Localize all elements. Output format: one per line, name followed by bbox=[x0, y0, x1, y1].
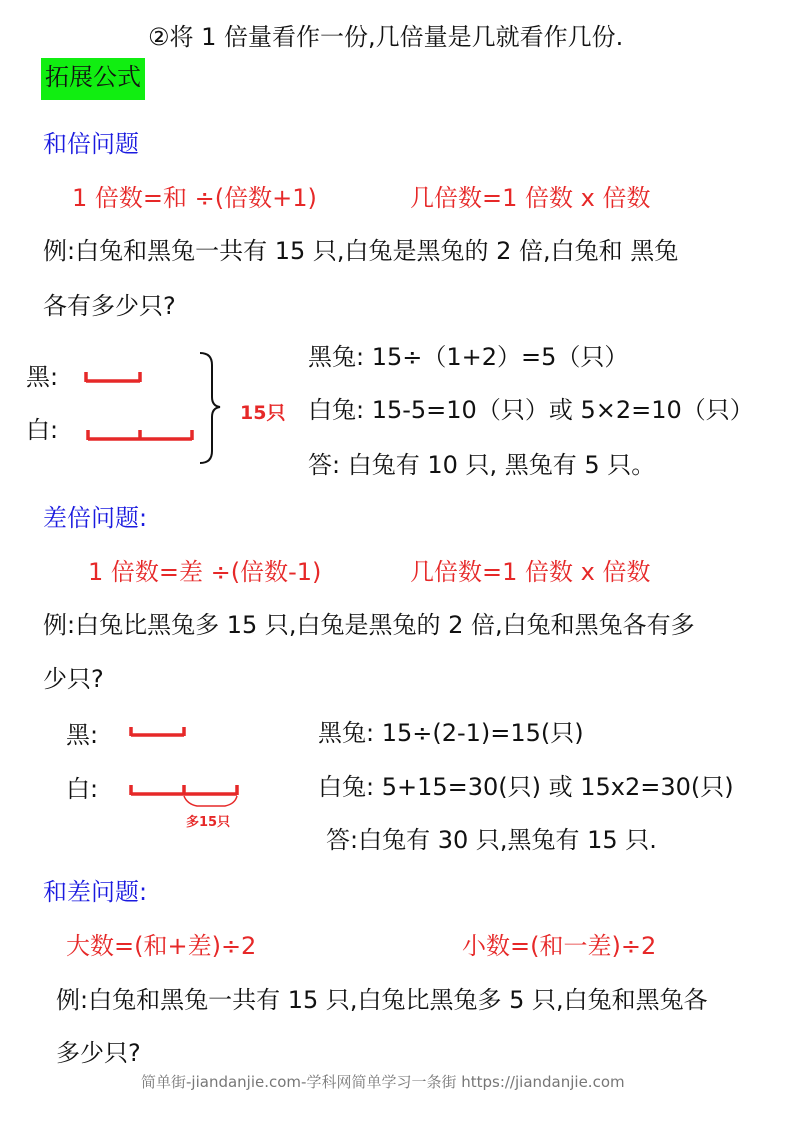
black-segment-bar bbox=[131, 727, 184, 736]
line-segment-diagram-2 bbox=[125, 720, 265, 810]
diff-multiple-solution-1: 黑兔: 15÷(2-1)=15(只) bbox=[318, 719, 584, 747]
white-segment-bar bbox=[88, 430, 192, 440]
right-brace bbox=[200, 353, 220, 463]
sum-multiple-heading: 和倍问题 bbox=[43, 130, 139, 158]
sum-diff-example-line2: 多少只? bbox=[56, 1039, 141, 1067]
sum-diff-example-line1: 例:白兔和黑兔一共有 15 只,白兔比黑兔多 5 只,白兔和黑兔各 bbox=[56, 986, 708, 1014]
difference-underbrace bbox=[184, 796, 237, 806]
sum-multiple-answer: 答: 白兔有 10 只, 黑兔有 5 只。 bbox=[308, 451, 656, 479]
sum-multiple-solution-1: 黑兔: 15÷（1+2）=5（只） bbox=[308, 343, 629, 371]
difference-label: 多15只 bbox=[186, 815, 231, 830]
diagram2-label-white: 白: bbox=[66, 775, 99, 803]
diagram1-label-white: 白: bbox=[26, 416, 59, 444]
brace-total-label: 15只 bbox=[240, 402, 286, 424]
diff-multiple-answer: 答:白兔有 30 只,黑兔有 15 只. bbox=[326, 826, 657, 854]
sum-multiple-solution-2: 白兔: 15-5=10（只）或 5×2=10（只） bbox=[308, 396, 754, 424]
sum-multiple-example-line2: 各有多少只? bbox=[43, 292, 176, 320]
intro-line: ②将 1 倍量看作一份,几倍量是几就看作几份. bbox=[148, 23, 624, 51]
sum-multiple-formula-right: 几倍数=1 倍数 x 倍数 bbox=[410, 184, 651, 212]
diff-multiple-heading: 差倍问题: bbox=[43, 504, 148, 532]
diagram2-label-black: 黑: bbox=[66, 721, 99, 749]
diff-multiple-solution-2: 白兔: 5+15=30(只) 或 15x2=30(只) bbox=[318, 773, 734, 801]
diff-multiple-formula-left: 1 倍数=差 ÷(倍数-1) bbox=[88, 558, 322, 586]
black-segment-bar bbox=[86, 372, 140, 382]
diff-multiple-example-line2: 少只? bbox=[43, 665, 104, 693]
diff-multiple-formula-right: 几倍数=1 倍数 x 倍数 bbox=[410, 558, 651, 586]
diagram1-label-black: 黑: bbox=[26, 363, 59, 391]
white-segment-bar bbox=[131, 785, 237, 795]
sum-diff-formula-left: 大数=(和+差)÷2 bbox=[66, 932, 257, 960]
sum-diff-heading: 和差问题: bbox=[43, 878, 148, 906]
sum-multiple-formula-left: 1 倍数=和 ÷(倍数+1) bbox=[72, 184, 317, 212]
sum-diff-formula-right: 小数=(和一差)÷2 bbox=[462, 932, 657, 960]
section-badge: 拓展公式 bbox=[41, 58, 145, 100]
footer-watermark: 简单街-jiandanjie.com-学科网简单学习一条街 https://jiandanjie.com bbox=[141, 1073, 625, 1091]
sum-multiple-example-line1: 例:白兔和黑兔一共有 15 只,白兔是黑兔的 2 倍,白兔和 黑兔 bbox=[43, 237, 679, 265]
diff-multiple-example-line1: 例:白兔比黑兔多 15 只,白兔是黑兔的 2 倍,白兔和黑兔各有多 bbox=[43, 611, 695, 639]
